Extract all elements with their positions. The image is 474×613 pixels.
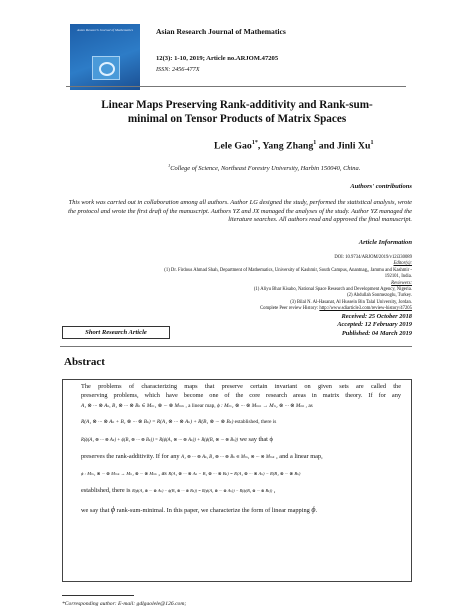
editors-label: Editor(s): (393, 261, 412, 267)
accepted-date: Accepted: 12 February 2019 (337, 321, 412, 329)
abstract-text: preserves the rank-additivity. If for any (81, 453, 182, 460)
abstract-line (81, 419, 401, 426)
affiliation-text: College of Science, Northeast Forestry University, Harbin 150040, China. (170, 165, 361, 173)
abstract-line (81, 453, 401, 461)
editor-entry: (1) Dr. Firdous Ahmad Shah, Department of Mathematics, University of Kashmir, South Campus, Anantnag,, Jammu and Kashmir - (164, 267, 412, 273)
section-divider (60, 346, 412, 347)
issue-info: 12(3): 1-10, 2019; Article no.ARJOM.47205 (156, 55, 279, 62)
title-line: Linear Maps Preserving Rank-additivity and Rank-sum- (101, 99, 373, 111)
abstract-line (81, 506, 401, 514)
published-date: Published: 04 March 2019 (341, 329, 412, 337)
article-info-heading: Article Information (358, 239, 412, 246)
review-history (60, 306, 412, 312)
abstract-text: . (315, 507, 318, 514)
math-phi: ϕ (311, 505, 316, 514)
cover-title: Asian Research Journal of Mathematics (76, 28, 134, 32)
review-history-label: Complete Peer review History: (259, 306, 320, 312)
math-expression: R(A₁ ⊗ ··· ⊗ Aₖ − B₁ ⊗ ··· ⊗ Bₖ) = R(A₁ ⊗ ··· ⊗ Aₖ) − R(B₁ ⊗ ··· ⊗ Bₖ) (168, 471, 301, 476)
math-expression: R(ϕ(A₁ ⊗ ··· ⊗ Aₖ) − ϕ(B₁ ⊗ ··· ⊗ Bₖ)) = R(ϕ(A₁ ⊗ ··· ⊗ Aₖ)) − R(ϕ(B₁ ⊗ ··· ⊗ Bₖ)) (132, 488, 273, 493)
math-expression: A₁ ⊗ ··· ⊗ Aₖ, B₁ ⊗ ··· ⊗ Bₖ ∈ Mₘ₁ ⊗ ··· ⊗ Mₘₖ (181, 455, 275, 460)
author-list (214, 140, 373, 151)
abstract-line: The problems of characterizing maps that preserve certain invariant on given sets are called the (81, 383, 401, 390)
reviewer-entry: (1) Aliyu Bhar Kisabo, National Space Research and Development Agency, Nigeria. (253, 287, 412, 293)
abstract-heading: Abstract (64, 356, 105, 368)
received-date: Received: 25 October 2018 (341, 313, 412, 320)
abstract-text: we say that ϕ (238, 436, 273, 443)
title-line: minimal on Tensor Products of Matrix Spaces (127, 112, 347, 125)
corresponding-author-footnote: *Corresponding author: E-mail: gdlgaolele@126.com; (62, 601, 187, 607)
abstract-line (81, 487, 401, 494)
abstract-line (81, 403, 401, 410)
reviewer-entry: (3) Bilal N. Al-Hasanat, Al Hussein Bin Talal University, Jordan. (290, 299, 412, 305)
header-divider (66, 86, 406, 87)
contributions-heading: Authors' contributions (350, 183, 412, 190)
doi: DOI: 10.9734/ARJOM/2019/v12i330089 (334, 255, 412, 260)
abstract-text: we say that (81, 507, 111, 514)
journal-cover-image (70, 24, 140, 90)
contributions-text: This work was carried out in collaboration among all authors. Author LG designed the study, performed the statistical analysis, wrote the protocol and wrote the first draft of the manuscript. Authors YZ and JX managed the analyses of the study. Author YZ managed the literature searches. All authors read and approved the final manuscript. (68, 199, 412, 224)
author-affil-mark: 1 (313, 140, 317, 146)
editor-entry-cont: 192101, India. (384, 274, 412, 280)
abstract-text: , as (304, 403, 313, 409)
author-name: Lele Gao (214, 140, 252, 152)
math-expression: R(A₁ ⊗ ··· ⊗ Aₖ + B₁ ⊗ ··· ⊗ Bₖ) = R(A₁ ⊗ ··· ⊗ Aₖ) + R(B₁ ⊗ ··· ⊗ Bₖ) (81, 419, 234, 425)
abstract-text: , and a linear map, (274, 453, 323, 460)
footnote-divider (62, 595, 134, 596)
math-expression: ϕ : Mₘ₁ ⊗ ··· ⊗ Mₘₖ → Mₙ₁ ⊗ ··· ⊗ Mₙₖ (81, 471, 157, 476)
author-name: , Yang Zhang (257, 140, 314, 152)
reviewer-entry: (2) Abdullah Sonmezoglu, Turkey. (347, 293, 412, 299)
article-title (60, 99, 414, 126)
abstract-text: , a linear map, (184, 403, 217, 409)
abstract-line (81, 436, 401, 444)
math-expression: R(ϕ(A₁ ⊗ ··· ⊗ Aₖ) + ϕ(B₁ ⊗ ··· ⊗ Bₖ)) = R(ϕ(A₁ ⊗ ··· ⊗ Aₖ)) + R(ϕ(B₁ ⊗ ··· ⊗ Bₖ)) (81, 438, 238, 443)
issn: ISSN: 2456-477X (156, 66, 200, 73)
affiliation-mark: 1 (168, 163, 171, 168)
journal-name: Asian Research Journal of Mathematics (156, 27, 286, 36)
abstract-line: preserving problems, which have become one of the core research areas in matrix theory. If for any (81, 392, 401, 399)
math-expression: ϕ : Mₘ₁ ⊗ ··· ⊗ Mₘₖ → Mₙ₁ ⊗ ··· ⊗ Mₙₖ (216, 403, 305, 409)
abstract-line (81, 470, 401, 477)
cover-logo-icon (92, 56, 120, 80)
review-history-link[interactable]: http://www.sdiarticle3.com/review-history/47205 (319, 306, 412, 312)
abstract-text: , as (156, 470, 169, 477)
author-affil-mark: 1 (370, 140, 374, 146)
math-phi: ϕ (110, 505, 116, 514)
reviewers-label: Reviewers: (391, 280, 412, 286)
article-info (60, 255, 412, 313)
author-name: and Jinli Xu (316, 140, 371, 152)
abstract-text: established, there is (233, 419, 277, 425)
article-dates (300, 313, 412, 338)
math-expression: A₁ ⊗ ··· ⊗ Aₖ, B₁ ⊗ ··· ⊗ Bₖ ∈ Mₘ₁ ⊗ ··· ⊗ Mₘₖ (81, 403, 185, 409)
abstract-text: , (272, 487, 276, 494)
abstract-text: rank-sum-minimal. In this paper, we characterize the form of linear mapping (115, 507, 312, 514)
affiliation (168, 163, 360, 172)
abstract-text: established, there is (81, 487, 133, 494)
author-affil-mark: 1* (251, 140, 258, 146)
article-type-badge: Short Research Article (62, 326, 170, 339)
